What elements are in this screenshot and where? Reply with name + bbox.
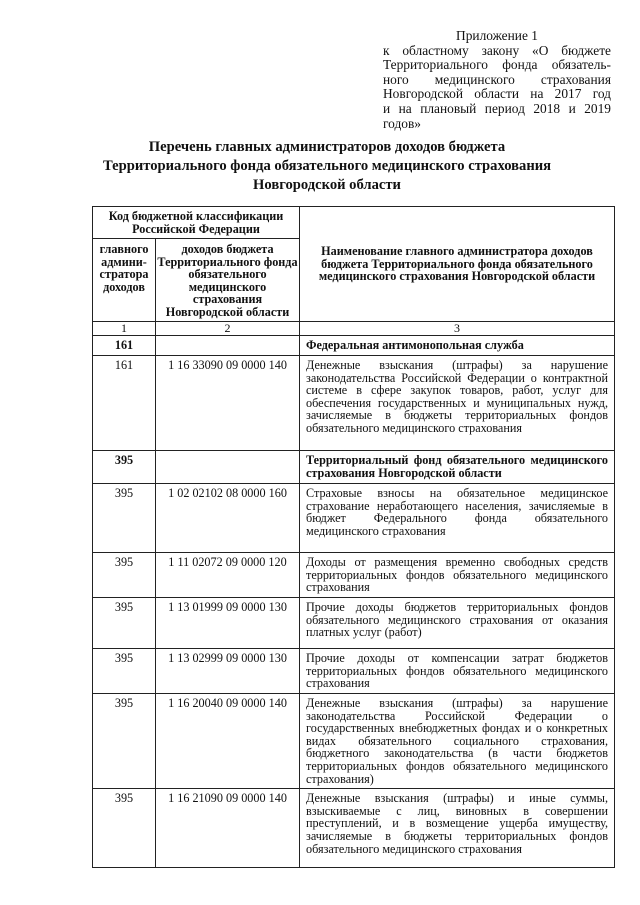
revenue-code-cell: [156, 451, 300, 484]
appendix-line: Территориального фонда обязатель-: [383, 57, 611, 73]
title-line: Территориального фонда обязательного медицинского страхования: [102, 158, 552, 174]
table-row: [93, 789, 615, 868]
admin-code-cell: 395: [93, 451, 156, 484]
column-number: 1: [93, 322, 156, 336]
table-row: [93, 484, 615, 553]
revenue-code-cell: 1 11 02072 09 0000 120: [156, 553, 300, 598]
admin-code-cell: 161: [93, 336, 156, 356]
revenue-name-cell: Федеральная антимонопольная служба: [300, 336, 615, 356]
header-admin-code: главного админи-стратора доходов: [93, 239, 156, 322]
revenue-name-cell: Прочие доходы бюджетов территориальных фондов обязательного медицинского страхования от оказания платных услуг (работ): [300, 598, 615, 649]
column-numbers-row: [93, 322, 615, 336]
appendix-line: к областному закону «О бюджете: [383, 42, 611, 58]
table-row: [93, 336, 615, 356]
revenue-code-cell: 1 16 33090 09 0000 140: [156, 356, 300, 451]
revenue-code-cell: 1 16 21090 09 0000 140: [156, 789, 300, 868]
header-revenue-code: доходов бюджета Территориального фонда обязательного медицинского страхования Новгородской области: [156, 239, 300, 322]
revenue-code-cell: 1 16 20040 09 0000 140: [156, 694, 300, 789]
revenue-code-cell: [156, 336, 300, 356]
table-row: [93, 356, 615, 451]
appendix-note: [383, 29, 611, 131]
table-row: [93, 553, 615, 598]
header-name: Наименование главного администратора доходов бюджета Территориального фонда обязательного медицинского страхования Новгородской области: [300, 207, 615, 322]
appendix-line: ного медицинского страхования: [383, 71, 611, 87]
table-row: [93, 649, 615, 694]
admin-code-cell: 395: [93, 598, 156, 649]
appendix-line: Приложение 1: [456, 28, 538, 43]
revenue-administrators-table: [92, 206, 615, 868]
admin-code-cell: 395: [93, 789, 156, 868]
revenue-name-cell: Денежные взыскания (штрафы) и иные суммы, взыскиваемые с лиц, виновных в совершении преступлений, и в возмещение ущерба имуществу, зачисляемые в бюджеты территориальных фондов обязательного медицинского страхования: [300, 789, 615, 868]
revenue-name-cell: Территориальный фонд обязательного медицинского страхования Новгородской области: [300, 451, 615, 484]
revenue-name-cell: Доходы от размещения временно свободных средств территориальных фондов обязательного медицинского страхования: [300, 553, 615, 598]
title-line: Новгородской области: [253, 177, 401, 193]
revenue-code-cell: 1 13 02999 09 0000 130: [156, 649, 300, 694]
revenue-code-cell: 1 13 01999 09 0000 130: [156, 598, 300, 649]
admin-code-cell: 395: [93, 694, 156, 789]
page-title: [92, 138, 562, 195]
title-line: Перечень главных администраторов доходов бюджета: [148, 139, 506, 155]
column-number: 3: [300, 322, 615, 336]
revenue-name-cell: Прочие доходы от компенсации затрат бюджетов территориальных фондов обязательного медицинского страхования: [300, 649, 615, 694]
appendix-line: Новгородской области на 2017 год: [383, 86, 611, 102]
appendix-line: годов»: [383, 115, 421, 131]
revenue-name-cell: Денежные взыскания (штрафы) за нарушение законодательства Российской Федерации о контрактной системе в сфере закупок товаров, работ, услуг для обеспечения государственных и муниципальных нужд, зачисляемые в бюджеты территориальных фондов обязательного медицинского страхования: [300, 356, 615, 451]
appendix-line: и на плановый период 2018 и 2019: [383, 100, 611, 116]
revenue-name-cell: Денежные взыскания (штрафы) за нарушение законодательства Российской Федерации о государственных внебюджетных фондах и о конкретных видах обязательного социального страхования, бюджетного законодательства (в части бюджетов территориальных фондов обязательного медицинского страхования): [300, 694, 615, 789]
revenue-name-cell: Страховые взносы на обязательное медицинское страхование неработающего населения, зачисляемые в бюджет Федерального фонда обязательного медицинского страхования: [300, 484, 615, 553]
table-row: [93, 451, 615, 484]
table-row: [93, 598, 615, 649]
admin-code-cell: 395: [93, 649, 156, 694]
admin-code-cell: 161: [93, 356, 156, 451]
column-number: 2: [156, 322, 300, 336]
header-code-group: Код бюджетной классификации Российской Федерации: [93, 207, 300, 239]
table-body: [93, 322, 615, 868]
revenue-code-cell: 1 02 02102 08 0000 160: [156, 484, 300, 553]
table-row: [93, 694, 615, 789]
admin-code-cell: 395: [93, 553, 156, 598]
admin-code-cell: 395: [93, 484, 156, 553]
